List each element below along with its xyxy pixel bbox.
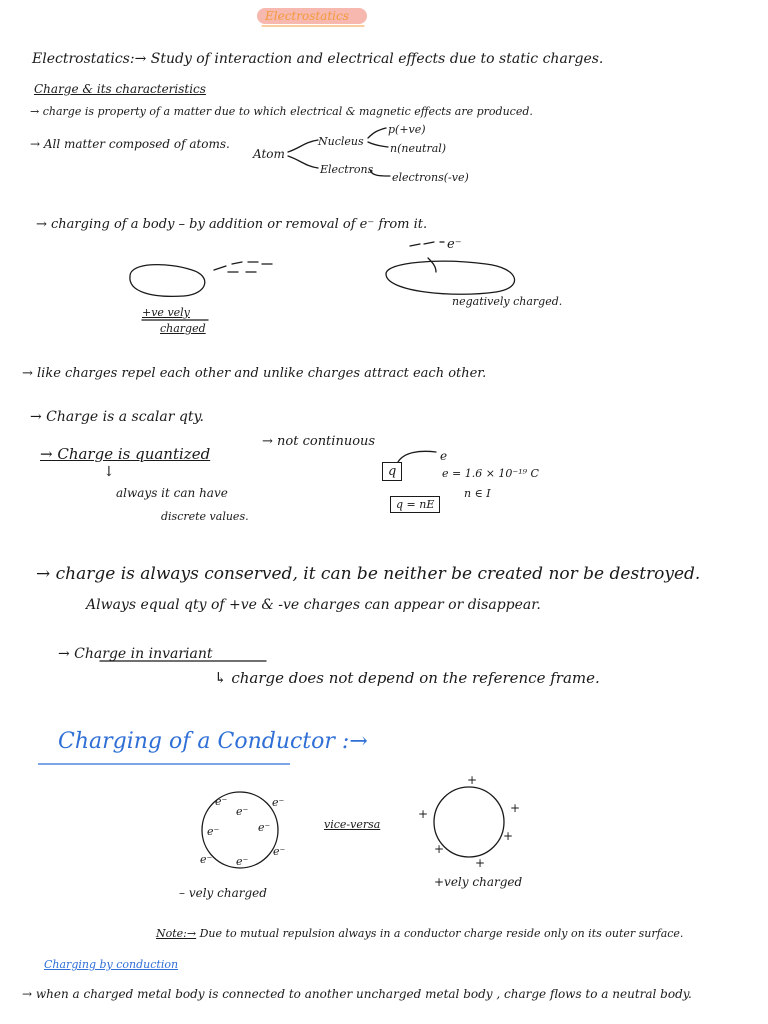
pos-charged-label-2: charged	[160, 322, 206, 335]
atoms-line: → All matter composed of atoms.	[30, 137, 230, 151]
note-prefix: Note:→	[156, 927, 197, 940]
conserved-line: → charge is always conserved, it can be neither be created nor be destroyed.	[36, 564, 701, 584]
electron-mark: e⁻	[272, 796, 285, 809]
note-text: Due to mutual repulsion always in a conductor charge reside only on its outer surface.	[199, 927, 684, 940]
plus-mark: +	[467, 773, 478, 787]
plus-mark: +	[418, 807, 429, 821]
neg-conductor-label: – vely charged	[179, 886, 267, 900]
pos-conductor-label: +vely charged	[434, 875, 523, 889]
invariant-line: → Charge in invariant	[58, 646, 213, 662]
section-conduction-heading: Charging by conduction	[44, 958, 179, 971]
proton-label: p(+ve)	[388, 123, 426, 136]
electron-mark: e⁻	[207, 825, 220, 838]
q-box: q	[382, 462, 402, 481]
like-charges-line: → like charges repel each other and unlike charges attract each other.	[22, 366, 487, 381]
charge-property-line: → charge is property of a matter due to which electrical & magnetic effects are produced.	[30, 105, 533, 118]
e-label: e	[440, 449, 448, 463]
n-in-i-label: n ∈ I	[464, 487, 491, 500]
quantized-text: → Charge is quantized	[40, 445, 211, 463]
page-title-text: Electrostatics	[265, 9, 349, 23]
conduction-line: → when a charged metal body is connected to another uncharged metal body , charge flows to a neutral body.	[22, 987, 692, 1001]
e-value-label: e = 1.6 × 10⁻¹⁹ C	[442, 467, 539, 480]
section-charge-heading: Charge & its characteristics	[34, 82, 206, 96]
discrete-line-2: discrete values.	[161, 510, 249, 523]
neutron-label: n(neutral)	[390, 142, 447, 155]
charging-body-line: → charging of a body – by addition or removal of e⁻ from it.	[36, 217, 428, 232]
electron-mark: e⁻	[215, 795, 228, 808]
electrons-sub-label: electrons(-ve)	[392, 171, 469, 184]
down-arrow-icon: ↓	[103, 464, 115, 480]
plus-mark: +	[475, 856, 486, 870]
electron-mark: e⁻	[200, 853, 213, 866]
section-conductor-heading: Charging of a Conductor :→	[58, 729, 368, 754]
scalar-line: → Charge is a scalar qty.	[30, 409, 204, 425]
not-continuous-label: → not continuous	[262, 434, 376, 449]
electron-mark: e⁻	[273, 845, 286, 858]
atom-label: Atom	[253, 147, 285, 161]
definition-line: Electrostatics:→ Study of interaction and electrical effects due to static charges.	[32, 51, 604, 67]
electrons-label: Electrons	[320, 163, 374, 176]
electron-mark: e⁻	[236, 855, 249, 868]
formula-box: q = nE	[390, 496, 440, 513]
electron-mark: e⁻	[236, 805, 249, 818]
nucleus-label: Nucleus	[318, 135, 364, 148]
plus-mark: +	[510, 801, 521, 815]
electron-label-fig1: e⁻	[447, 237, 462, 252]
plus-mark: +	[503, 829, 514, 843]
reference-frame-line: ↳ charge does not depend on the reference frame.	[214, 669, 600, 687]
pos-charged-label: +ve vely	[142, 306, 190, 319]
electron-mark: e⁻	[258, 821, 271, 834]
vice-versa-label: vice-versa	[324, 818, 381, 831]
neg-charged-label: negatively charged.	[452, 295, 563, 308]
discrete-line-1: always it can have	[116, 486, 228, 500]
plus-mark: +	[434, 842, 445, 856]
equal-qty-line: Always equal qty of +ve & -ve charges can appear or disappear.	[86, 597, 541, 613]
